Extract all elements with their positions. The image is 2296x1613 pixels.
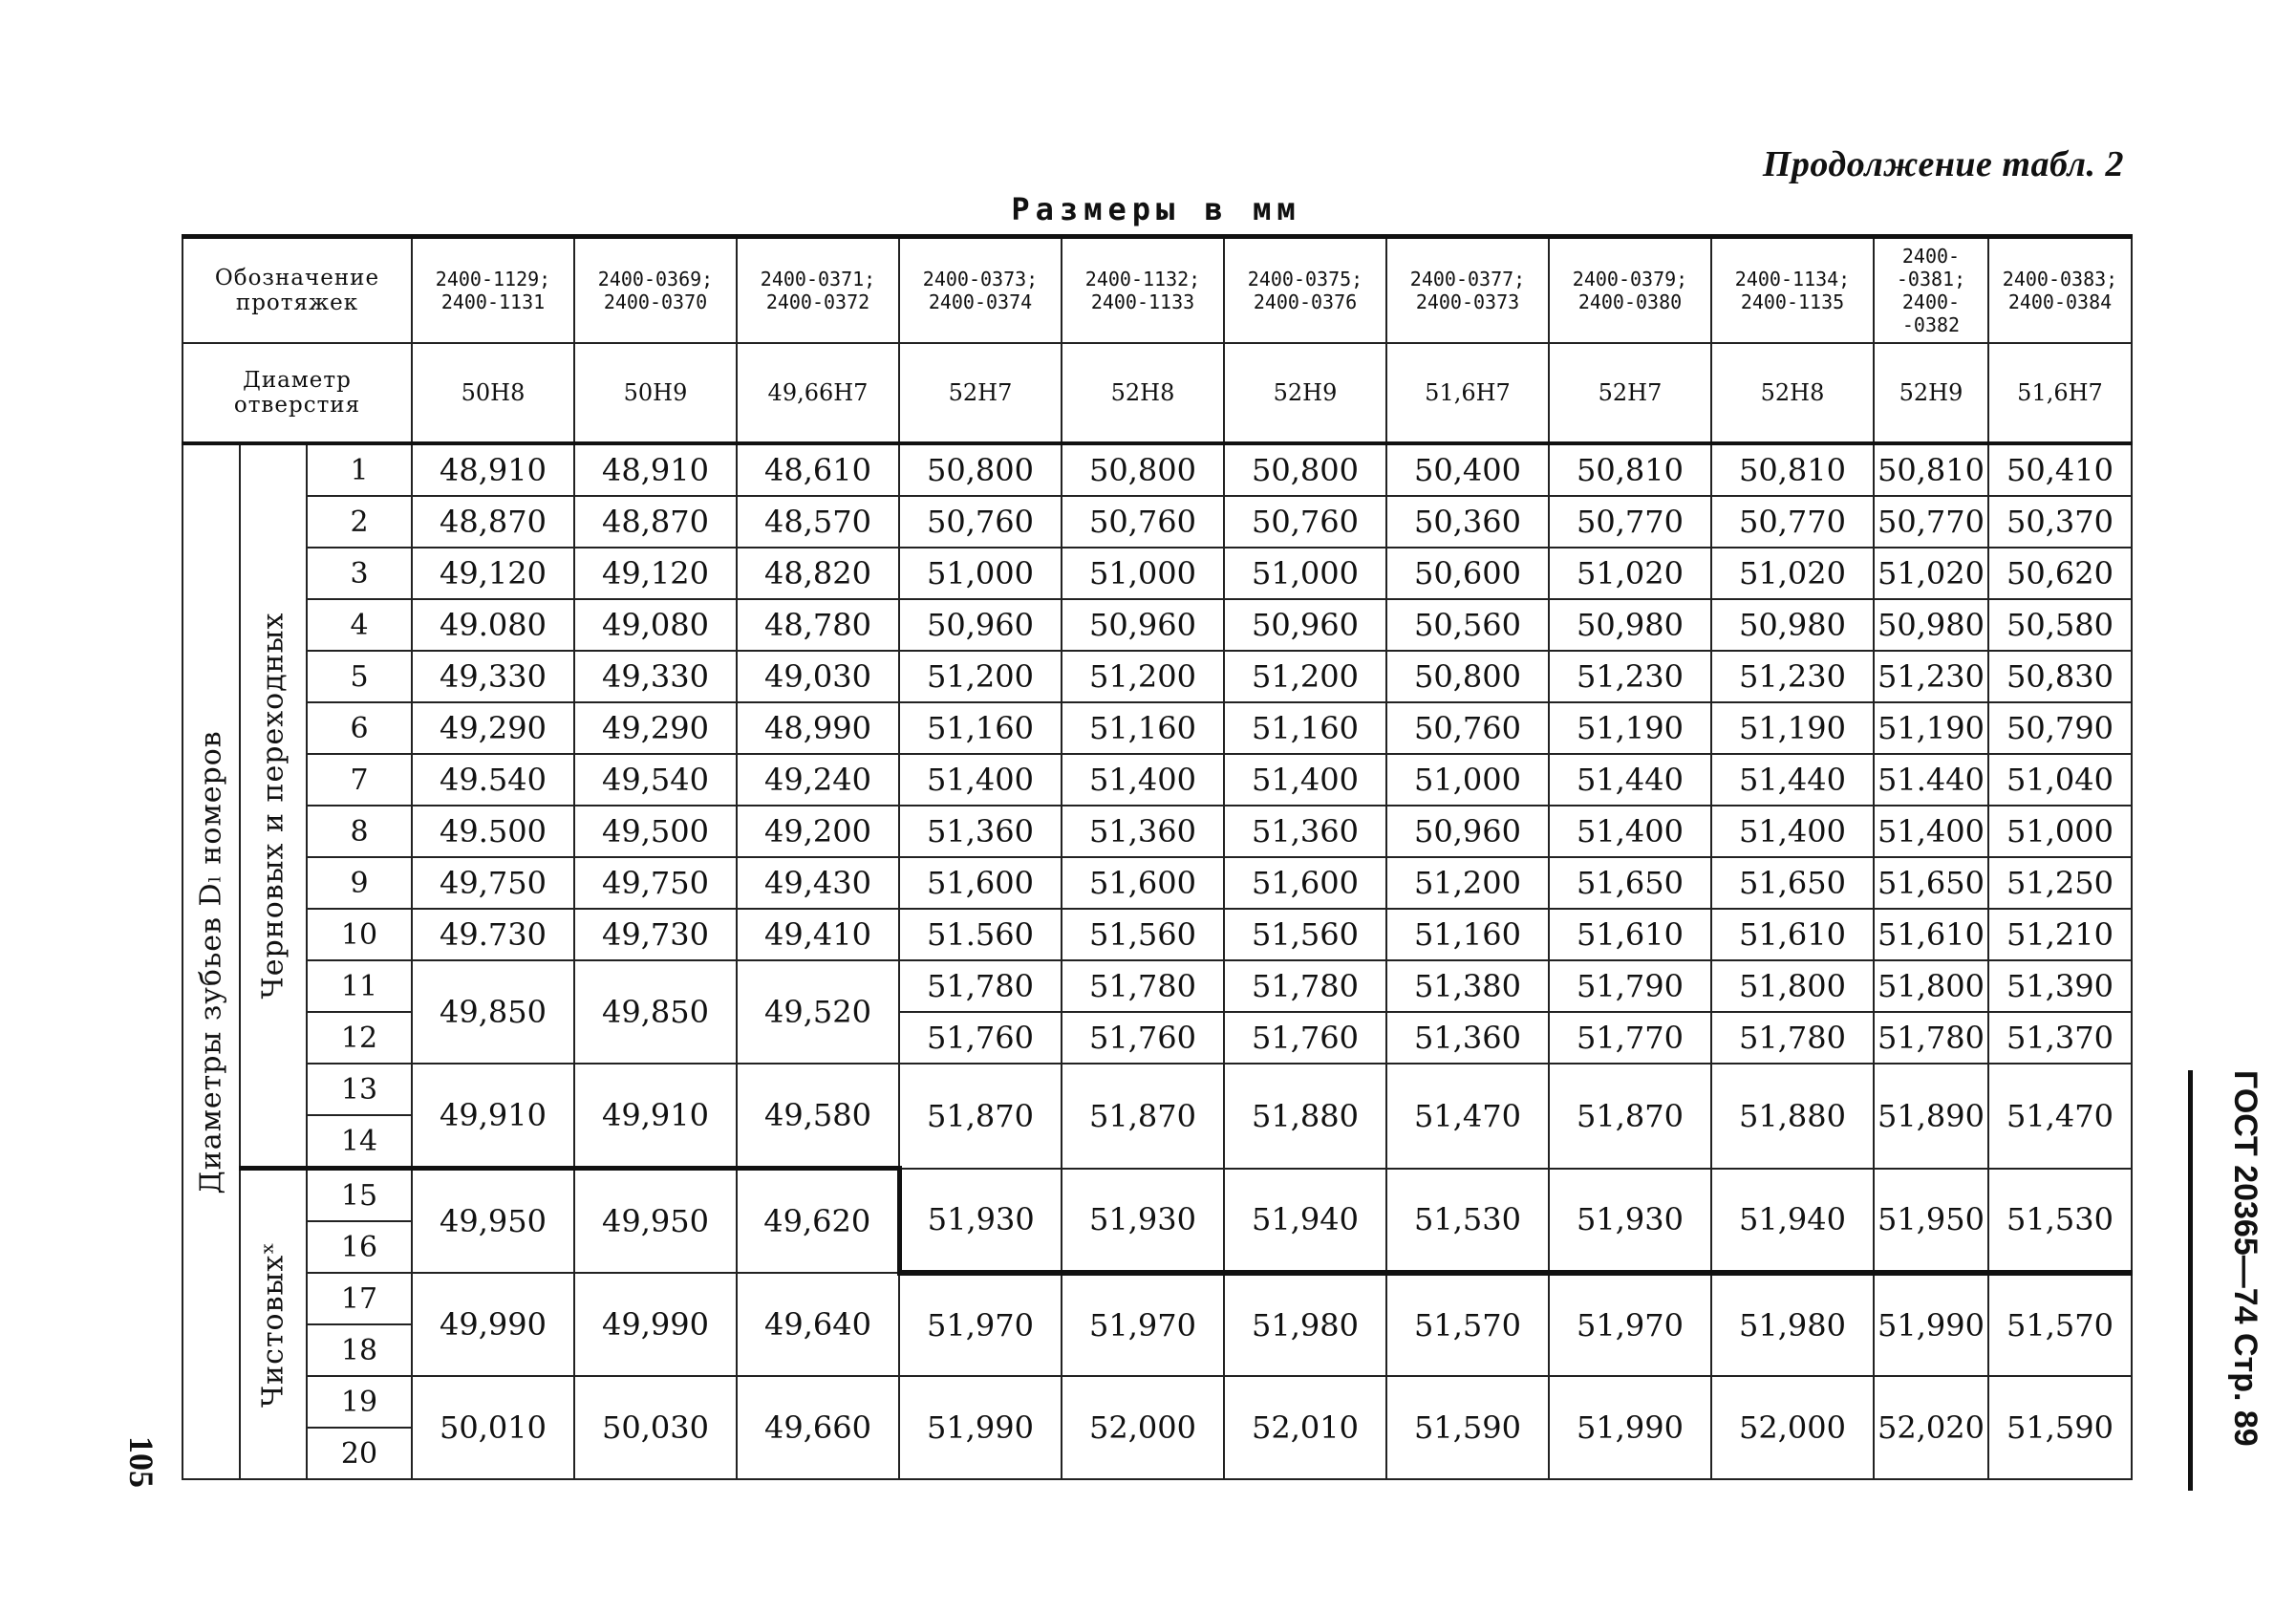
table-cell: 51,560 [1062,909,1224,960]
table-cell: 49,540 [574,754,737,806]
table-cell: 49,580 [737,1064,899,1169]
table-cell: 51,040 [1988,754,2132,806]
table-cell: 51,400 [1062,754,1224,806]
column-code: 2400-0369; 2400-0370 [574,237,737,344]
row-number: 15 [307,1169,412,1222]
table-cell: 50,600 [1386,548,1549,599]
table-cell: 51,160 [899,702,1062,754]
table-cell: 51,360 [1224,806,1386,857]
table-cell: 52,000 [1062,1376,1224,1479]
table-row [182,599,2132,651]
table-cell: 51,230 [1549,651,1711,702]
table-cell: 51,870 [1062,1064,1224,1169]
table-cell: 52,000 [1711,1376,1874,1479]
table-cell: 51,650 [1711,857,1874,909]
table-cell: 51,980 [1711,1273,1874,1376]
column-code: 2400-0377; 2400-0373 [1386,237,1549,344]
table-cell: 51,400 [1711,806,1874,857]
column-code: 2400-0373; 2400-0374 [899,237,1062,344]
table-row [182,960,2132,1012]
table-cell: 51,360 [899,806,1062,857]
table-cell: 51,980 [1224,1273,1386,1376]
table-cell: 48,820 [737,548,899,599]
table-cell: 49,520 [737,960,899,1064]
table-cell: 51,780 [1874,1012,1988,1064]
table-cell: 51,650 [1874,857,1988,909]
row-number: 8 [307,806,412,857]
table-cell: 49,950 [574,1169,737,1274]
table-cell: 51,200 [899,651,1062,702]
table-cell: 51,000 [899,548,1062,599]
table-cell: 49,330 [412,651,574,702]
table-cell: 51,390 [1988,960,2132,1012]
table-cell: 50,810 [1711,443,1874,496]
table-cell: 51,370 [1988,1012,2132,1064]
table-cell: 51,940 [1224,1169,1386,1274]
table-cell: 50,620 [1988,548,2132,599]
table-cell: 51,610 [1549,909,1711,960]
dimensions-table-wrapper [182,234,2121,1480]
table-cell: 51,400 [1874,806,1988,857]
row-number: 19 [307,1376,412,1428]
table-cell: 51,760 [899,1012,1062,1064]
table-cell: 51,440 [1549,754,1711,806]
table-cell: 51,940 [1711,1169,1874,1274]
table-cell: 51,590 [1988,1376,2132,1479]
table-row [182,1376,2132,1428]
table-cell: 51,200 [1386,857,1549,909]
table-cell: 50,960 [1386,806,1549,857]
row-number: 2 [307,496,412,548]
table-cell: 49,750 [412,857,574,909]
table-cell: 50,980 [1711,599,1874,651]
table-cell: 49,500 [574,806,737,857]
table-cell: 51,360 [1062,806,1224,857]
table-row [182,548,2132,599]
table-cell: 51,880 [1224,1064,1386,1169]
table-cell: 51,530 [1386,1169,1549,1274]
column-code: 2400-1134; 2400-1135 [1711,237,1874,344]
table-cell: 51,440 [1711,754,1874,806]
table-cell: 51,190 [1711,702,1874,754]
table-cell: 51,380 [1386,960,1549,1012]
table-cell: 51.560 [899,909,1062,960]
table-cell: 51,610 [1874,909,1988,960]
table-cell: 50,410 [1988,443,2132,496]
gost-standard-mark [2188,1070,2269,1491]
table-cell: 51,000 [1062,548,1224,599]
table-cell: 49.540 [412,754,574,806]
table-cell: 51,930 [899,1169,1062,1274]
table-cell: 50,960 [1224,599,1386,651]
table-row [182,754,2132,806]
table-cell: 51,190 [1874,702,1988,754]
table-row [182,1064,2132,1115]
table-cell: 51,990 [899,1376,1062,1479]
table-cell: 49,750 [574,857,737,909]
table-cell: 49,660 [737,1376,899,1479]
table-cell: 51,570 [1988,1273,2132,1376]
table-cell: 51,360 [1386,1012,1549,1064]
table-cell: 48,570 [737,496,899,548]
table-cell: 51,650 [1549,857,1711,909]
table-cell: 50,960 [1062,599,1224,651]
table-cell: 49,950 [412,1169,574,1274]
column-diameter: 50H9 [574,343,737,443]
column-diameter: 52H7 [899,343,1062,443]
table-cell: 51,470 [1386,1064,1549,1169]
group-rough-label: Черновых и переходных [240,443,307,1169]
table-cell: 51,160 [1224,702,1386,754]
column-code: 2400-1129; 2400-1131 [412,237,574,344]
table-cell: 51,600 [899,857,1062,909]
table-cell: 49,080 [574,599,737,651]
table-cell: 50,980 [1549,599,1711,651]
table-cell: 51,930 [1549,1169,1711,1274]
table-cell: 49,640 [737,1273,899,1376]
table-cell: 50,800 [1386,651,1549,702]
page-number: 105 [122,1436,161,1488]
row-number: 10 [307,909,412,960]
table-cell: 48,870 [574,496,737,548]
table-cell: 50,790 [1988,702,2132,754]
table-row [182,909,2132,960]
column-code: 2400-0375; 2400-0376 [1224,237,1386,344]
row-number: 6 [307,702,412,754]
table-cell: 50,770 [1874,496,1988,548]
column-diameter: 51,6H7 [1988,343,2132,443]
table-cell: 50,580 [1988,599,2132,651]
header-row-designation [182,237,2132,344]
table-cell: 51,970 [1549,1273,1711,1376]
group-finish-label: Чистовыхˣ [240,1169,307,1480]
table-cell: 49.500 [412,806,574,857]
header-row-diameter [182,343,2132,443]
table-cell: 51,780 [899,960,1062,1012]
column-diameter: 52H8 [1062,343,1224,443]
table-cell: 49,910 [412,1064,574,1169]
table-cell: 51,020 [1874,548,1988,599]
table-cell: 51,760 [1224,1012,1386,1064]
row-number: 16 [307,1221,412,1273]
table-cell: 50,760 [1224,496,1386,548]
table-cell: 49,290 [412,702,574,754]
table-cell: 51,470 [1988,1064,2132,1169]
table-cell: 51,200 [1062,651,1224,702]
row-number: 13 [307,1064,412,1115]
table-cell: 48,910 [412,443,574,496]
table-cell: 51,400 [1224,754,1386,806]
table-cell: 49,430 [737,857,899,909]
table-cell: 51,020 [1549,548,1711,599]
designation-label: Обозначение протяжек [182,237,412,344]
table-cell: 51,990 [1549,1376,1711,1479]
row-number: 9 [307,857,412,909]
table-row [182,857,2132,909]
column-diameter: 52H9 [1874,343,1988,443]
table-cell: 51,800 [1874,960,1988,1012]
column-code: 2400-0379; 2400-0380 [1549,237,1711,344]
table-cell: 49,120 [412,548,574,599]
table-cell: 51,160 [1386,909,1549,960]
column-diameter: 52H7 [1549,343,1711,443]
table-cell: 51,230 [1874,651,1988,702]
table-row [182,496,2132,548]
table-cell: 49,200 [737,806,899,857]
row-number: 20 [307,1428,412,1479]
row-number: 17 [307,1273,412,1324]
table-cell: 51,250 [1988,857,2132,909]
table-cell: 52,020 [1874,1376,1988,1479]
table-cell: 50,030 [574,1376,737,1479]
table-cell: 51,600 [1224,857,1386,909]
table-cell: 51,770 [1549,1012,1711,1064]
table-cell: 51,400 [1549,806,1711,857]
column-diameter: 52H9 [1224,343,1386,443]
table-cell: 48,870 [412,496,574,548]
row-number: 14 [307,1115,412,1169]
column-code: 2400-0371; 2400-0372 [737,237,899,344]
table-cell: 50,960 [899,599,1062,651]
table-cell: 49,330 [574,651,737,702]
table-cell: 50,830 [1988,651,2132,702]
table-cell: 48,990 [737,702,899,754]
row-number: 7 [307,754,412,806]
column-code: 2400- -0381; 2400- -0382 [1874,237,1988,344]
table-cell: 50,810 [1549,443,1711,496]
table-cell: 51,930 [1062,1169,1224,1274]
row-number: 12 [307,1012,412,1064]
row-number: 11 [307,960,412,1012]
table-cell: 49,850 [574,960,737,1064]
table-cell: 49,990 [412,1273,574,1376]
diameter-label: Диаметр отверстия [182,343,412,443]
table-cell: 51,610 [1711,909,1874,960]
table-row [182,1273,2132,1324]
column-diameter: 52H8 [1711,343,1874,443]
row-number: 4 [307,599,412,651]
table-cell: 51,970 [1062,1273,1224,1376]
table-row [182,806,2132,857]
table-cell: 49,030 [737,651,899,702]
table-cell: 50,010 [412,1376,574,1479]
table-cell: 49,120 [574,548,737,599]
table-row [182,702,2132,754]
table-cell: 51,890 [1874,1064,1988,1169]
table-cell: 51,160 [1062,702,1224,754]
table-cell: 51,760 [1062,1012,1224,1064]
column-diameter: 51,6H7 [1386,343,1549,443]
table-cell: 51,990 [1874,1273,1988,1376]
row-number: 5 [307,651,412,702]
column-code: 2400-1132; 2400-1133 [1062,237,1224,344]
table-cell: 51,000 [1386,754,1549,806]
table-cell: 51,200 [1224,651,1386,702]
table-cell: 51,570 [1386,1273,1549,1376]
table-cell: 51,790 [1549,960,1711,1012]
table-cell: 50,810 [1874,443,1988,496]
table-cell: 51,780 [1711,1012,1874,1064]
table-cell: 50,980 [1874,599,1988,651]
table-cell: 50,760 [1386,702,1549,754]
table-cell: 50,400 [1386,443,1549,496]
table-cell: 50,360 [1386,496,1549,548]
row-number: 18 [307,1324,412,1376]
table-cell: 50,560 [1386,599,1549,651]
table-cell: 51,560 [1224,909,1386,960]
table-cell: 50,770 [1711,496,1874,548]
column-code: 2400-0383; 2400-0384 [1988,237,2132,344]
table-cell: 49,850 [412,960,574,1064]
row-number: 1 [307,443,412,496]
row-number: 3 [307,548,412,599]
column-diameter: 49,66H7 [737,343,899,443]
table-cell: 51,590 [1386,1376,1549,1479]
table-cell: 51,210 [1988,909,2132,960]
table-cell: 51,780 [1224,960,1386,1012]
table-cell: 51,880 [1711,1064,1874,1169]
table-cell: 50,370 [1988,496,2132,548]
table-cell: 49,410 [737,909,899,960]
table-cell: 50,760 [899,496,1062,548]
table-cell: 49,290 [574,702,737,754]
table-cell: 50,800 [1224,443,1386,496]
table-cell: 51,400 [899,754,1062,806]
table-cell: 49,990 [574,1273,737,1376]
dimensions-table [182,234,2133,1480]
table-cell: 48,910 [574,443,737,496]
table-row [182,651,2132,702]
table-cell: 49,240 [737,754,899,806]
table-cell: 50,770 [1549,496,1711,548]
table-cell: 49.080 [412,599,574,651]
table-cell: 50,800 [1062,443,1224,496]
table-cell: 51,190 [1549,702,1711,754]
table-cell: 50,760 [1062,496,1224,548]
group-main-label: Диаметры зубьев Dₗ номеров [182,443,240,1479]
table-row [182,443,2132,496]
table-row [182,1169,2132,1222]
table-cell: 51,230 [1711,651,1874,702]
table-cell: 48,610 [737,443,899,496]
column-diameter: 50H8 [412,343,574,443]
table-cell: 51.440 [1874,754,1988,806]
table-cell: 51,600 [1062,857,1224,909]
table-cell: 49,620 [737,1169,899,1274]
table-cell: 52,010 [1224,1376,1386,1479]
table-cell: 49,910 [574,1064,737,1169]
table-cell: 51,530 [1988,1169,2132,1274]
table-cell: 51,780 [1062,960,1224,1012]
table-cell: 51,970 [899,1273,1062,1376]
table-cell: 51,870 [899,1064,1062,1169]
table-cell: 49.730 [412,909,574,960]
table-cell: 50,800 [899,443,1062,496]
table-cell: 51,020 [1711,548,1874,599]
table-cell: 48,780 [737,599,899,651]
table-cell: 51,800 [1711,960,1874,1012]
table-cell: 51,000 [1988,806,2132,857]
table-cell: 49,730 [574,909,737,960]
gost-standard-label: ГОСТ 20365—74 Стр. 89 [2227,1070,2264,1447]
table-cell: 51,950 [1874,1169,1988,1274]
table-cell: 51,000 [1224,548,1386,599]
table-cell: 51,870 [1549,1064,1711,1169]
units-caption: Размеры в мм [1011,191,1301,227]
continuation-caption: Продолжение табл. 2 [1762,144,2124,184]
